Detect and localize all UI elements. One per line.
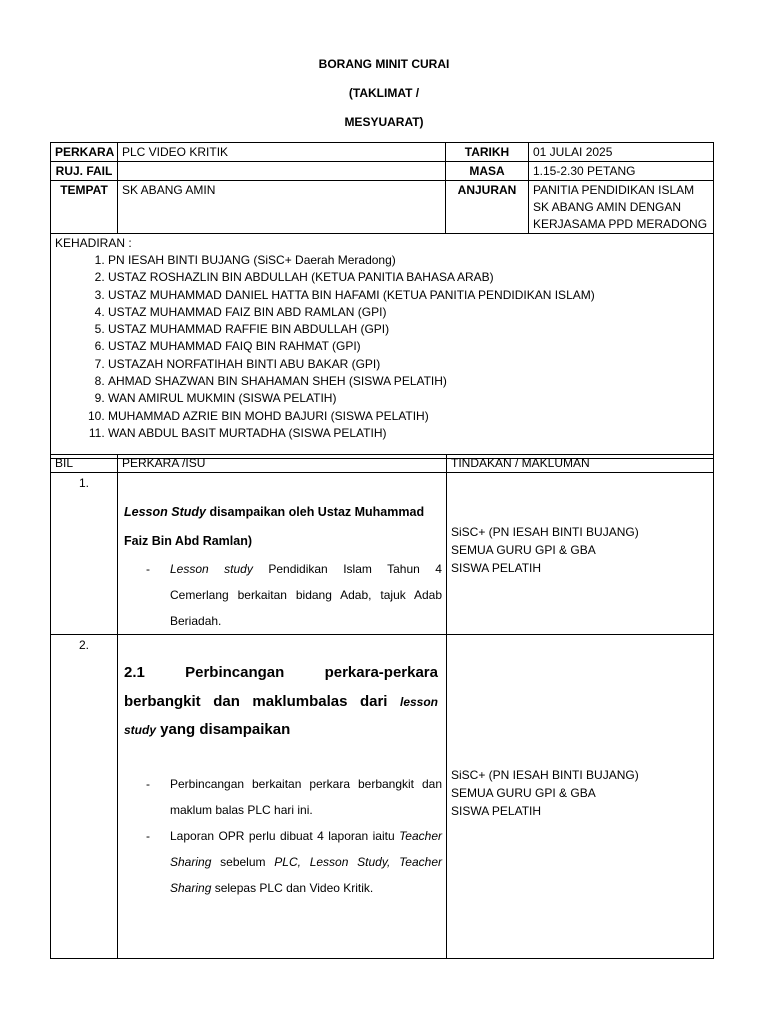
- action-line: SiSC+ (PN IESAH BINTI BUJANG): [451, 524, 639, 539]
- attendance-item: 11. WAN ABDUL BASIT MURTADHA (SISWA PELATIH): [108, 425, 709, 442]
- attendance-item: 2. USTAZ ROSHAZLIN BIN ABDULLAH (KETUA PANITIA BAHASA ARAB): [108, 269, 709, 286]
- ruj-fail-label: RUJ. FAIL: [51, 162, 118, 181]
- perkara-value: PLC VIDEO KRITIK: [118, 143, 446, 162]
- anjuran-line: PANITIA PENDIDIKAN ISLAM: [533, 183, 695, 197]
- attendance-item: 10. MUHAMMAD AZRIE BIN MOHD BAJURI (SISWA PELATIH): [108, 408, 709, 425]
- attendance-section: [51, 234, 714, 459]
- bullet-text: Pendidikan Islam Tahun 4 Cemerlang berkaitan bidang Adab, tajuk Adab Beriadah.: [170, 562, 442, 628]
- row-bullet: - Lesson study Pendidikan Islam Tahun 4 Cemerlang berkaitan bidang Adab, tajuk Adab Beriadah.: [146, 562, 442, 628]
- anjuran-value: [529, 181, 714, 234]
- row-heading: [122, 635, 442, 745]
- masa-label: MASA: [446, 162, 529, 181]
- col-perkara-header: PERKARA /ISU: [118, 455, 447, 473]
- heading-text: 2.1 Perbincangan perkara-perkara berbangkit dan maklumbalas dari: [124, 664, 438, 710]
- masa-value: 1.15-2.30 PETANG: [529, 162, 714, 181]
- tempat-value: SK ABANG AMIN: [118, 181, 446, 234]
- attendance-item: 4. USTAZ MUHAMMAD FAIZ BIN ABD RAMLAN (GPI): [108, 304, 709, 321]
- row-bullet: - Perbincangan berkaitan perkara berbangkit dan maklum balas PLC hari ini.: [146, 776, 442, 817]
- anjuran-line: SK ABANG AMIN DENGAN: [533, 200, 682, 214]
- tarikh-label: TARIKH: [446, 143, 529, 162]
- title-line-3: MESYUARAT): [344, 115, 424, 129]
- bullet-italic: Lesson study: [170, 562, 253, 576]
- anjuran-line: KERJASAMA PPD MERADONG: [533, 217, 708, 231]
- action-line: SEMUA GURU GPI & GBA: [451, 785, 596, 800]
- ruj-fail-value: [118, 162, 446, 181]
- action-line: SISWA PELATIH: [451, 803, 542, 818]
- row-lead: [122, 473, 442, 556]
- col-tindakan-header: TINDAKAN / MAKLUMAN: [447, 455, 714, 473]
- action-line: SISWA PELATIH: [451, 560, 542, 575]
- title-line-1: BORANG MINIT CURAI: [318, 57, 450, 71]
- title-line-2: (TAKLIMAT /: [348, 86, 420, 100]
- row-tindakan: [447, 635, 714, 959]
- agenda-table: [50, 454, 714, 959]
- row-perkara: [118, 473, 447, 635]
- anjuran-label: ANJURAN: [446, 181, 529, 234]
- heading-italic: lesson study: [124, 694, 438, 737]
- bullet-text: sebelum: [211, 854, 275, 869]
- agenda-row: [51, 473, 714, 635]
- attendance-item: 9. WAN AMIRUL MUKMIN (SISWA PELATIH): [108, 390, 709, 407]
- lead-text: disampaikan oleh Ustaz Muhammad Faiz Bin Abd Ramlan): [124, 505, 425, 548]
- col-bil-header: BIL: [51, 455, 118, 473]
- row-tindakan: [447, 473, 714, 635]
- action-line: SEMUA GURU GPI & GBA: [451, 542, 596, 557]
- row-bullet: - Laporan OPR perlu dibuat 4 laporan iaitu Teacher Sharing sebelum PLC, Lesson Study, Teacher Sharing selepas PLC dan Video Kritik.: [146, 828, 442, 895]
- attendance-label: KEHADIRAN :: [55, 236, 132, 250]
- bullet-text: [390, 855, 399, 869]
- attendance-item: 1. PN IESAH BINTI BUJANG (SiSC+ Daerah Meradong): [108, 252, 709, 269]
- header-table: [50, 142, 714, 459]
- attendance-item: 3. USTAZ MUHAMMAD DANIEL HATTA BIN HAFAMI (KETUA PANITIA PENDIDIKAN ISLAM): [108, 287, 709, 304]
- heading-text-end: yang disampaikan: [156, 721, 291, 738]
- bullet-italic: Teacher Sharing: [170, 828, 442, 869]
- row-number: 2.: [51, 635, 118, 959]
- lead-italic: Lesson Study: [124, 505, 206, 519]
- attendance-item: 5. USTAZ MUHAMMAD RAFFIE BIN ABDULLAH (GPI): [108, 321, 709, 338]
- bullet-italic: PLC, Lesson Study,: [274, 854, 391, 869]
- bullet-text: selepas PLC dan Video Kritik.: [211, 880, 374, 895]
- bullet-text: Laporan OPR perlu dibuat 4 laporan iaitu: [170, 828, 400, 843]
- bullet-text: Perbincangan berkaitan perkara berbangkit dan maklum balas PLC hari ini.: [170, 776, 442, 817]
- bullet-italic: Teacher Sharing: [170, 854, 442, 895]
- tarikh-value: 01 JULAI 2025: [529, 143, 714, 162]
- agenda-row: [51, 635, 714, 959]
- attendance-item: 7. USTAZAH NORFATIHAH BINTI ABU BAKAR (GPI): [108, 356, 709, 373]
- attendance-list: [55, 252, 709, 442]
- tempat-label: TEMPAT: [51, 181, 118, 234]
- row-perkara: [118, 635, 447, 959]
- action-line: SiSC+ (PN IESAH BINTI BUJANG): [451, 767, 639, 782]
- attendance-item: 8. AHMAD SHAZWAN BIN SHAHAMAN SHEH (SISWA PELATIH): [108, 373, 709, 390]
- perkara-label: PERKARA: [51, 143, 118, 162]
- attendance-item: 6. USTAZ MUHAMMAD FAIQ BIN RAHMAT (GPI): [108, 338, 709, 355]
- row-number: 1.: [51, 473, 118, 635]
